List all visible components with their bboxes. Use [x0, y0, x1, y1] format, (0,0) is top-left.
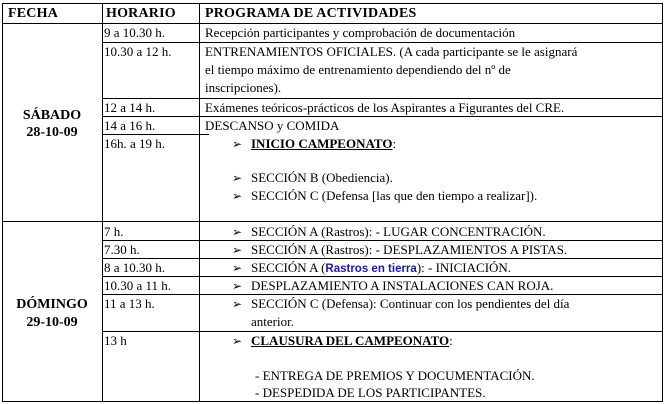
column-divider [102, 3, 103, 402]
time-cell: 8 a 10.30 h. [104, 260, 166, 275]
time-cell: 11 a 13 h. [104, 296, 155, 311]
arrow-bullet-icon: ➢ [232, 261, 243, 275]
arrow-bullet-icon: ➢ [232, 171, 243, 185]
arrow-bullet-icon: ➢ [232, 225, 243, 239]
section-item: SECCIÓN C (Defensa [las que den tiempo a realizar]). [251, 188, 538, 203]
activity-cell: Exámenes teóricos-prácticos de los Aspirantes a Figurantes del CRE. [205, 100, 565, 115]
activity-cell: Recepción participantes y comprobación de documentación [205, 25, 516, 40]
time-cell: 14 a 16 h. [104, 118, 156, 133]
activity-line: el tiempo máximo de entrenamiento dependiendo del nº de [205, 62, 511, 77]
activity-cell: SECCIÓN A (Rastros): - LUGAR CONCENTRACIÓN. [251, 224, 546, 239]
time-cell: 16h. a 19 h. [104, 136, 166, 151]
row-divider [102, 240, 663, 241]
activity-line: anterior. [251, 314, 294, 329]
arrow-bullet-icon: ➢ [232, 279, 243, 293]
header-fecha: FECHA [8, 6, 58, 21]
header-horario: HORARIO [106, 6, 176, 21]
time-cell: 13 h [104, 333, 127, 348]
time-cell: 7.30 h. [104, 242, 140, 257]
time-cell: 10.30 a 12 h. [104, 44, 172, 59]
row-divider [102, 134, 209, 135]
day-label: DÓMINGO [16, 297, 88, 312]
activity-cell: SECCIÓN A (Rastros en tierra): - INICIACIÓN. [251, 260, 512, 275]
row-divider [102, 331, 663, 332]
arrow-bullet-icon: ➢ [232, 137, 243, 151]
arrow-bullet-icon: ➢ [232, 334, 243, 348]
arrow-bullet-icon: ➢ [232, 243, 243, 257]
activity-line: ENTRENAMIENTOS OFICIALES. (A cada participante se le asignará [205, 44, 578, 59]
header-programa: PROGRAMA DE ACTIVIDADES [205, 6, 417, 21]
activity-line: SECCIÓN C (Defensa): Continuar con los pendientes del día [251, 296, 570, 311]
section-title: CLAUSURA DEL CAMPEONATO: [251, 333, 453, 348]
time-cell: 12 a 14 h. [104, 100, 156, 115]
arrow-bullet-icon: ➢ [232, 297, 243, 311]
row-divider [102, 258, 663, 259]
activity-cell: DESCANSO y COMIDA [205, 118, 340, 133]
row-divider [102, 116, 663, 117]
activity-cell: SECCIÓN A (Rastros): - DESPLAZAMIENTOS A PISTAS. [251, 242, 568, 257]
highlight-text: Rastros en tierra [325, 263, 417, 275]
section-item: - DESPEDIDA DE LOS PARTICIPANTES. [255, 385, 486, 400]
activity-line: inscripciones). [205, 80, 282, 95]
time-cell: 10.30 a 11 h. [104, 278, 172, 293]
row-divider [102, 276, 663, 277]
section-title: INICIO CAMPEONATO: [251, 136, 397, 151]
arrow-bullet-icon: ➢ [232, 189, 243, 203]
date-label: 29-10-09 [26, 315, 78, 330]
date-label: 28-10-09 [26, 125, 78, 140]
section-item: SECCIÓN B (Obediencia). [251, 170, 393, 185]
time-cell: 7 h. [104, 224, 124, 239]
time-cell: 9 a 10.30 h. [104, 25, 166, 40]
row-divider [102, 98, 663, 99]
section-item: - ENTREGA DE PREMIOS Y DOCUMENTACIÓN. [255, 368, 535, 383]
day-label: SÁBADO [22, 108, 82, 123]
row-divider [102, 42, 663, 43]
activity-cell: DESPLAZAMIENTO A INSTALACIONES CAN ROJA. [251, 278, 554, 293]
column-divider [199, 3, 200, 402]
row-divider [102, 294, 663, 295]
